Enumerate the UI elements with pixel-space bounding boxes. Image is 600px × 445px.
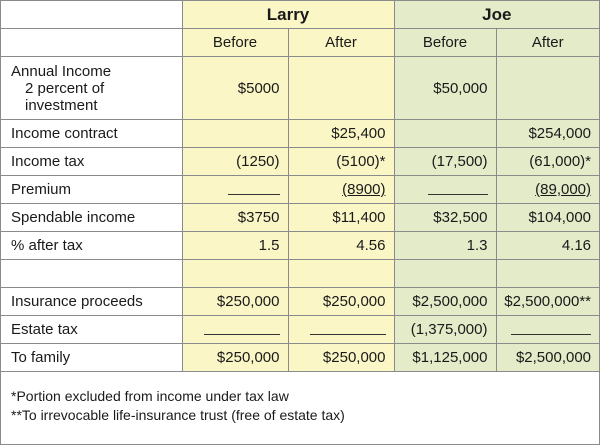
percent-after-tax-row	[1, 232, 599, 260]
joe-before-header: Before	[394, 29, 496, 57]
annual-income-label-line-1: Annual Income	[11, 62, 112, 80]
annual-larry-after	[288, 57, 394, 120]
income-tax-label: Income tax	[1, 148, 182, 176]
footnote-double-asterisk: **To irrevocable life-insurance trust (free of estate tax)	[11, 407, 345, 423]
spendable-joe-before: $32,500	[394, 204, 496, 232]
family-joe-after: $2,500,000	[496, 344, 599, 372]
family-joe-before: $1,125,000	[394, 344, 496, 372]
income-contract-label: Income contract	[1, 120, 182, 148]
blank-line	[310, 333, 386, 335]
contract-larry-after: $25,400	[288, 120, 394, 148]
premium-joe-before	[394, 176, 496, 204]
subheader-row	[1, 29, 599, 57]
annual-income-label	[1, 57, 182, 120]
spendable-income-label: Spendable income	[1, 204, 182, 232]
annual-joe-before: $50,000	[394, 57, 496, 120]
footnote-single-asterisk: *Portion excluded from income under tax law	[11, 388, 289, 404]
annual-income-row	[1, 57, 599, 120]
estate-larry-before	[182, 316, 288, 344]
header-row	[1, 1, 599, 29]
pct-larry-after: 4.56	[288, 232, 394, 260]
pct-joe-after: 4.16	[496, 232, 599, 260]
proceeds-joe-before: $2,500,000	[394, 288, 496, 316]
spendable-joe-after: $104,000	[496, 204, 599, 232]
income-contract-row	[1, 120, 599, 148]
family-larry-before: $250,000	[182, 344, 288, 372]
premium-joe-after	[496, 176, 599, 204]
tax-larry-after: (5100)*	[288, 148, 394, 176]
larry-header: Larry	[182, 1, 394, 29]
joe-after-header: After	[496, 29, 599, 57]
spacer-cell	[394, 260, 496, 288]
proceeds-larry-before: $250,000	[182, 288, 288, 316]
annual-larry-before: $5000	[182, 57, 288, 120]
spacer-cell	[1, 260, 182, 288]
subheader-empty-cell	[1, 29, 182, 57]
contract-joe-after: $254,000	[496, 120, 599, 148]
to-family-label: To family	[1, 344, 182, 372]
family-larry-after: $250,000	[288, 344, 394, 372]
pct-larry-before: 1.5	[182, 232, 288, 260]
blank-line	[511, 333, 591, 335]
blank-line	[228, 193, 280, 195]
joe-header: Joe	[394, 1, 599, 29]
premium-larry-after-value: (8900)	[342, 181, 386, 198]
annual-income-label-line-3: investment	[25, 96, 98, 114]
premium-larry-before	[182, 176, 288, 204]
contract-larry-before	[182, 120, 288, 148]
estate-tax-label: Estate tax	[1, 316, 182, 344]
larry-after-header: After	[288, 29, 394, 57]
premium-label: Premium	[1, 176, 182, 204]
spacer-cell	[182, 260, 288, 288]
footnotes	[1, 371, 599, 425]
blank-line	[428, 193, 488, 195]
insurance-proceeds-row	[1, 288, 599, 316]
proceeds-larry-after: $250,000	[288, 288, 394, 316]
blank-line	[204, 333, 280, 335]
header-empty-cell	[1, 1, 182, 29]
larry-before-header: Before	[182, 29, 288, 57]
annual-joe-after	[496, 57, 599, 120]
estate-joe-before: (1,375,000)	[394, 316, 496, 344]
to-family-row	[1, 344, 599, 372]
tax-larry-before: (1250)	[182, 148, 288, 176]
proceeds-joe-after: $2,500,000**	[496, 288, 599, 316]
premium-joe-after-value: (89,000)	[535, 181, 592, 198]
annual-income-label-line-2: 2 percent of	[25, 79, 105, 97]
income-tax-row	[1, 148, 599, 176]
spacer-row	[1, 260, 599, 288]
contract-joe-before	[394, 120, 496, 148]
insurance-proceeds-label: Insurance proceeds	[1, 288, 182, 316]
tax-joe-after: (61,000)*	[496, 148, 599, 176]
pct-joe-before: 1.3	[394, 232, 496, 260]
percent-after-tax-label: % after tax	[1, 232, 182, 260]
spendable-larry-after: $11,400	[288, 204, 394, 232]
estate-joe-after	[496, 316, 599, 344]
premium-row	[1, 176, 599, 204]
comparison-table	[1, 1, 599, 372]
spendable-income-row	[1, 204, 599, 232]
spacer-cell	[496, 260, 599, 288]
estate-tax-row	[1, 316, 599, 344]
spacer-cell	[288, 260, 394, 288]
premium-larry-after	[288, 176, 394, 204]
spendable-larry-before: $3750	[182, 204, 288, 232]
tax-joe-before: (17,500)	[394, 148, 496, 176]
estate-larry-after	[288, 316, 394, 344]
